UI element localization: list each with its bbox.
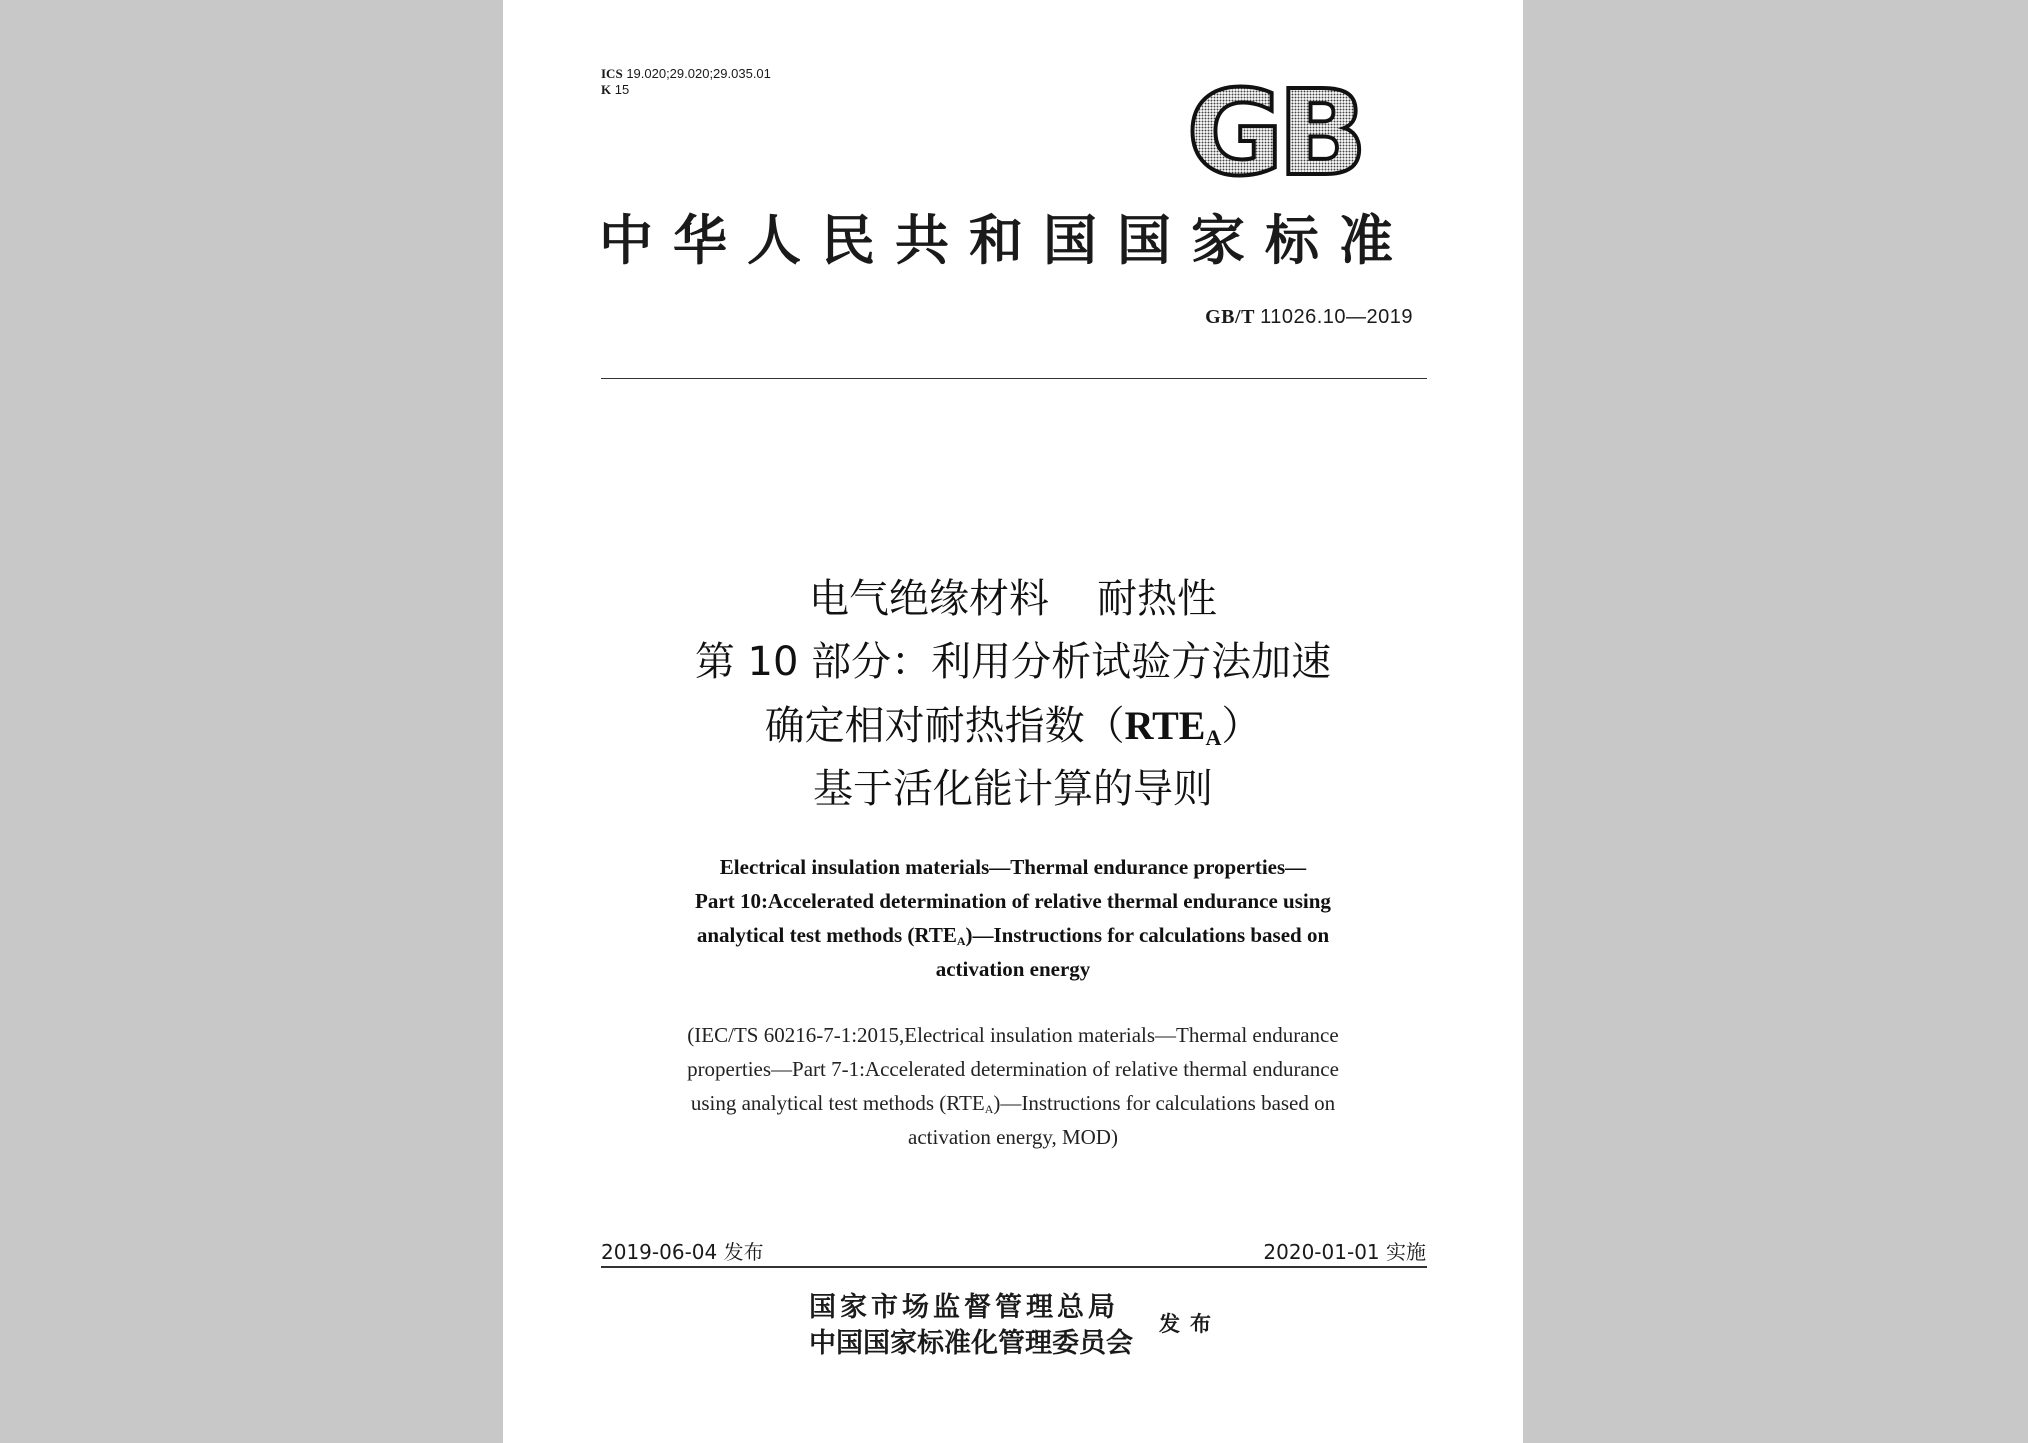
english-title-line-3: analytical test methods $(RTE_A)—Instructions$ for calculations based on — [696, 923, 1330, 948]
standard-code: 11026.10—2019 — [1260, 306, 1413, 328]
implementation-date: 2020-01-01 实施 — [1263, 1240, 1426, 1264]
gb-logo-text: GB — [1186, 78, 1362, 182]
iec-reference — [503, 1018, 1523, 1154]
iec-reference-line-3: using analytical test methods $(RTE_A)—Instructions$ for calculations based on — [690, 1091, 1336, 1116]
document-page — [503, 0, 1523, 1443]
gb-logo — [1168, 78, 1380, 182]
standard-prefix: GB/T — [1205, 306, 1255, 328]
chinese-title-line-3: 确定相对耐热指数$(RTE_A)$ — [764, 703, 1262, 750]
iec-reference-line-2: properties—Part 7-1:Accelerated determination of relative thermal endurance — [687, 1057, 1339, 1081]
issuer-sac: 中国国家标准化管理委员会 — [809, 1328, 1133, 1359]
chinese-title-line-4: 基于活化能计算的导则 — [813, 766, 1213, 812]
classification-codes — [601, 66, 771, 98]
footer-divider — [601, 1266, 1427, 1268]
national-standard-title: 中华人民共和国国家标准 — [599, 208, 1413, 272]
ics-line: ICS 19.020;29.020;29.035.01 — [601, 66, 771, 81]
english-title — [503, 850, 1523, 986]
english-title-line-4: activation energy — [935, 957, 1091, 981]
issuer-samr: 国家市场监督管理总局 — [809, 1292, 1119, 1323]
publication-date: 2019-06-04 发布 — [601, 1240, 764, 1264]
ccs-line: K 15 — [601, 82, 630, 97]
issue-label: 发布 — [1159, 1311, 1221, 1336]
header-divider — [601, 378, 1427, 379]
iec-reference-line-1: (IEC/TS 60216-7-1:2015,Electrical insulation materials—Thermal endurance — [687, 1023, 1339, 1047]
issuing-organizations — [809, 1290, 1133, 1362]
chinese-title — [503, 568, 1523, 821]
standard-number — [1205, 306, 1413, 329]
english-title-line-2: Part 10:Accelerated determination of relative thermal endurance using — [695, 889, 1331, 913]
english-title-line-1: Electrical insulation materials—Thermal endurance properties— — [719, 855, 1307, 879]
chinese-title-line-2: 第 10 部分：利用分析试验方法加速 — [694, 639, 1332, 685]
iec-reference-line-4: activation energy, MOD) — [908, 1125, 1118, 1149]
chinese-title-line-1: 电气绝缘材料 耐热性 — [809, 576, 1217, 622]
